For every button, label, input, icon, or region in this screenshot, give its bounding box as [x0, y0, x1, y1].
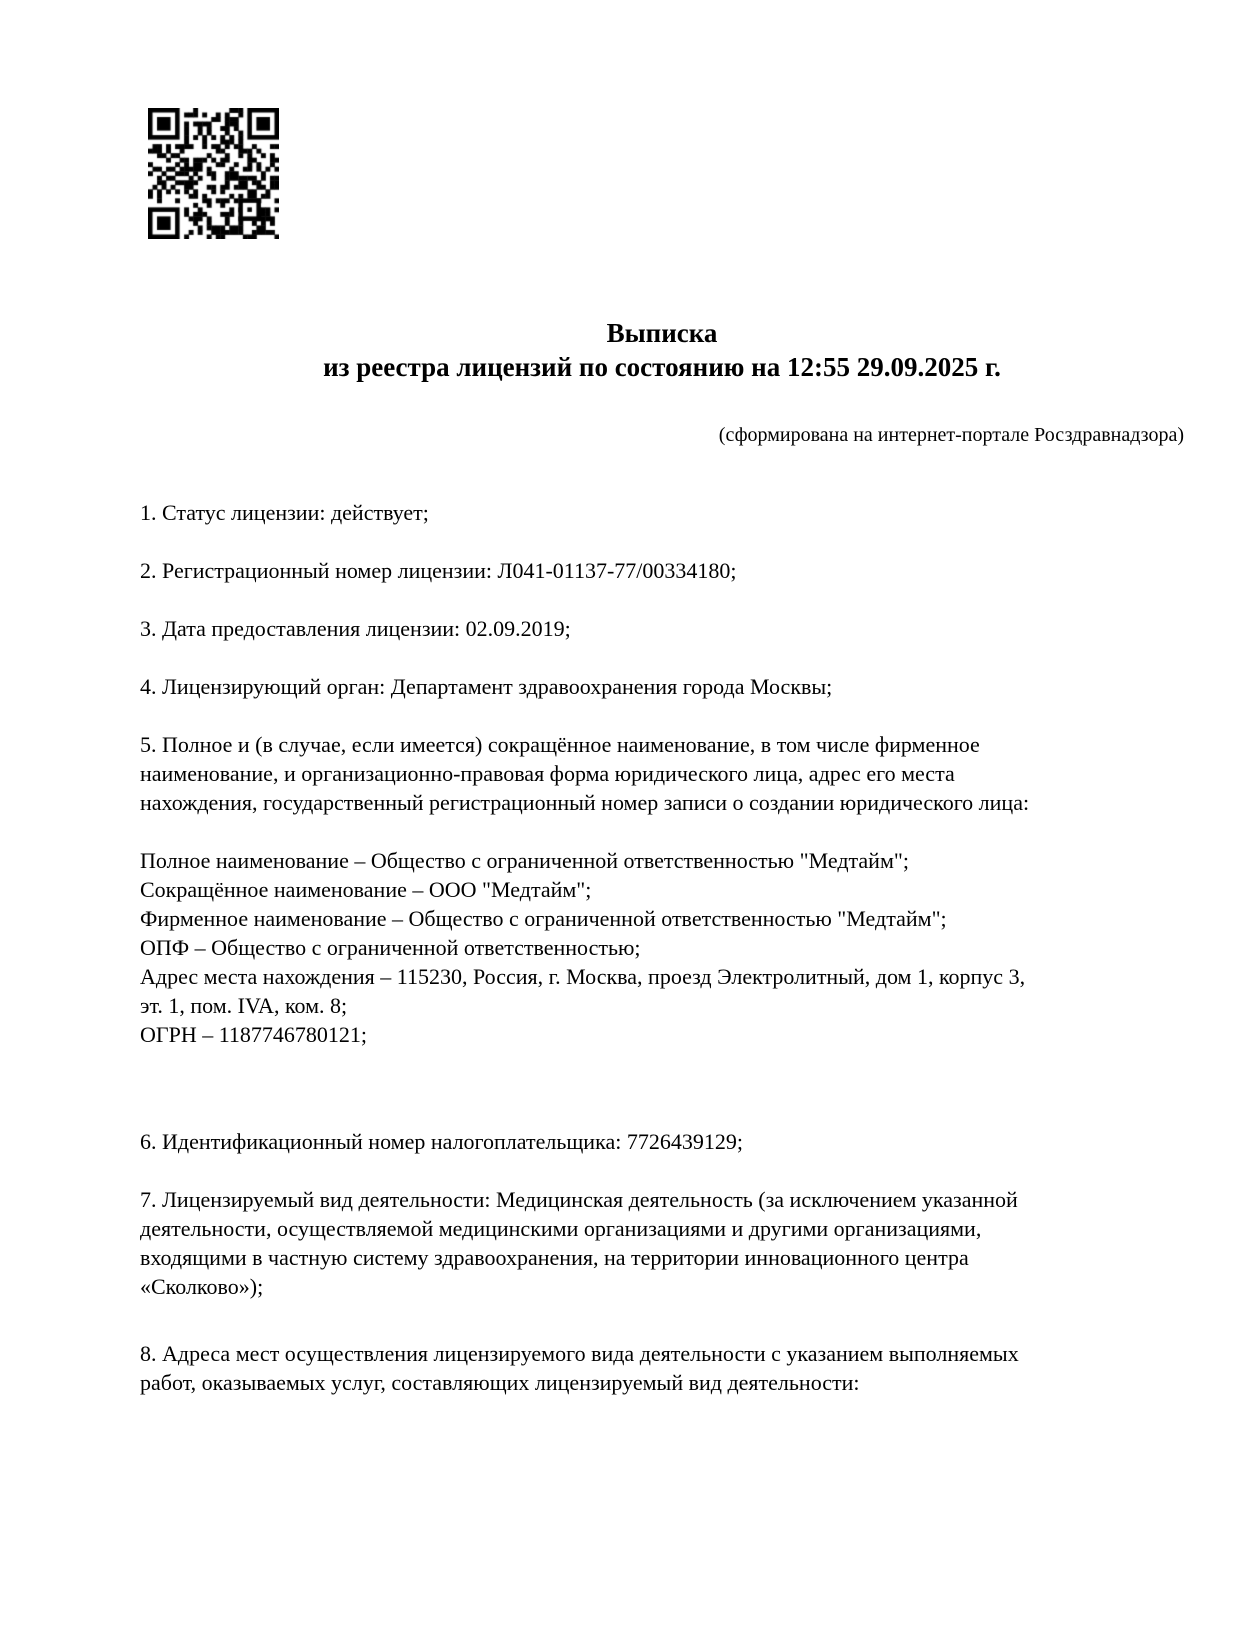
paragraph-line: нахождения, государственный регистрационный номер записи о создании юридического лица: [140, 790, 1030, 815]
document-body [140, 498, 1184, 1397]
title-line-2: из реестра лицензий по состоянию на 12:55 29.09.2025 г. [323, 352, 1001, 382]
taxpayer-inn [140, 1127, 1184, 1156]
paragraph-line: 4. Лицензирующий орган: Департамент здравоохранения города Москвы; [140, 674, 833, 699]
paragraph-line: наименование, и организационно-правовая форма юридического лица, адрес его места [140, 761, 955, 786]
document-subtitle: (сформирована на интернет-портале Росздравнадзора) [718, 424, 1184, 446]
org-address: Адрес места нахождения – 115230, Россия, г. Москва, проезд Электролитный, дом 1, корпус 3, [140, 964, 1026, 989]
license-status [140, 498, 1184, 527]
paragraph-line: 6. Идентификационный номер налогоплательщика: 7726439129; [140, 1129, 743, 1154]
org-address-continued: эт. 1, пом. IVA, ком. 8; [140, 993, 348, 1018]
paragraph-line: входящими в частную систему здравоохранения, на территории инновационного центра [140, 1245, 969, 1270]
license-reg-number [140, 556, 1184, 585]
org-brand-name: Фирменное наименование – Общество с ограниченной ответственностью "Медтайм"; [140, 906, 947, 931]
org-name-details [140, 846, 1184, 1049]
paragraph-line: 1. Статус лицензии: действует; [140, 500, 429, 525]
paragraph-line: 8. Адреса мест осуществления лицензируемого вида деятельности с указанием выполняемых [140, 1341, 1019, 1366]
org-full-name: Полное наименование – Общество с ограниченной ответственностью "Медтайм"; [140, 848, 909, 873]
org-short-name: Сокращённое наименование – ООО "Медтайм"; [140, 877, 592, 902]
paragraph-line: «Сколково»); [140, 1274, 264, 1299]
org-name-intro [140, 730, 1184, 817]
activity-addresses-intro [140, 1339, 1184, 1397]
paragraph-line: 2. Регистрационный номер лицензии: Л041-01137-77/00334180; [140, 558, 737, 583]
paragraph-line: 3. Дата предоставления лицензии: 02.09.2019; [140, 616, 571, 641]
paragraph-line: 5. Полное и (в случае, если имеется) сокращённое наименование, в том числе фирменное [140, 732, 980, 757]
license-grant-date [140, 614, 1184, 643]
document-content [140, 316, 1184, 1397]
org-ogrn: ОГРН – 1187746780121; [140, 1022, 368, 1047]
paragraph-line: 7. Лицензируемый вид деятельности: Медицинская деятельность (за исключением указанной [140, 1187, 1018, 1212]
licensed-activity [140, 1185, 1184, 1301]
paragraph-line: деятельности, осуществляемой медицинскими организациями и другими организациями, [140, 1216, 982, 1241]
paragraph-line: работ, оказываемых услуг, составляющих лицензируемый вид деятельности: [140, 1370, 860, 1395]
document-title [140, 316, 1184, 384]
licensing-authority [140, 672, 1184, 701]
qr-code-icon [148, 108, 279, 239]
org-legal-form: ОПФ – Общество с ограниченной ответственностью; [140, 935, 641, 960]
title-line-1: Выписка [606, 318, 718, 348]
